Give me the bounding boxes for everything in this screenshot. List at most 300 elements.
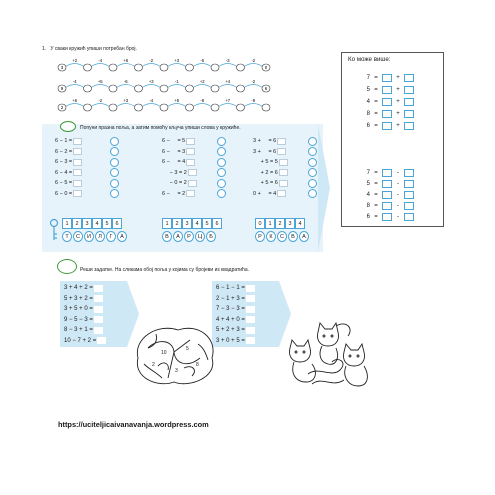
challenge-number: 8: [366, 110, 370, 117]
answer-box[interactable]: [73, 190, 82, 197]
operator-sign: -: [397, 180, 399, 187]
key-number: 3: [182, 218, 192, 229]
equation-row: [55, 168, 119, 179]
key-number: 3: [285, 218, 295, 229]
chain-arc: [193, 104, 213, 108]
answer-box[interactable]: [73, 180, 82, 187]
chain-circle[interactable]: [109, 104, 117, 111]
equation-row: [216, 315, 255, 326]
letter-circle[interactable]: [308, 179, 317, 188]
task3-left-band: [60, 281, 127, 347]
answer-box[interactable]: [94, 285, 103, 292]
answer-box[interactable]: [94, 306, 103, 313]
equation-row: [64, 304, 103, 315]
answer-box[interactable]: [73, 169, 82, 176]
chain-operation: -4: [149, 98, 154, 103]
answer-box[interactable]: [246, 327, 255, 334]
answer-box[interactable]: [246, 337, 255, 344]
key-number: 1: [265, 218, 275, 229]
answer-box[interactable]: [279, 159, 288, 166]
chain-circle[interactable]: [84, 104, 92, 111]
equation-row: [216, 304, 255, 315]
chain-circle[interactable]: [211, 104, 219, 111]
equation-text: 2 − 1 + 3 =: [216, 295, 245, 302]
equation-text: − 3 = 2: [162, 169, 187, 176]
key-number: 6: [112, 218, 122, 229]
challenge-number: 6: [366, 122, 370, 129]
letter-circle[interactable]: [217, 158, 226, 167]
key-icon: [48, 218, 60, 242]
key-letter: В: [162, 231, 172, 242]
operator-sign: +: [396, 122, 400, 129]
equation-row: [55, 189, 119, 200]
key1-numbers: [62, 218, 122, 229]
equation-row: [64, 294, 103, 305]
letter-circle[interactable]: [110, 189, 119, 198]
chain-operation: +2: [199, 79, 205, 84]
chain-operation: -2: [98, 98, 103, 103]
answer-box[interactable]: [279, 169, 288, 176]
chain-operation: +4: [225, 79, 231, 84]
key-number: 3: [82, 218, 92, 229]
chain-circle[interactable]: [262, 104, 270, 111]
chain-circle[interactable]: [84, 64, 92, 71]
key-number: 6: [212, 218, 222, 229]
key-letter: Ц: [195, 231, 205, 242]
key-number: 4: [295, 218, 305, 229]
chain-arc: [244, 85, 264, 89]
key-letter: Г: [106, 231, 116, 242]
key-letter: К: [266, 231, 276, 242]
chain-operation: +5: [97, 79, 103, 84]
operator-sign: +: [396, 98, 400, 105]
chain-arc: [142, 64, 162, 68]
picture-number: 5: [186, 346, 189, 352]
answer-square[interactable]: [404, 86, 414, 94]
equation-text: 6 − 3 =: [55, 159, 73, 166]
chain-circle[interactable]: [109, 64, 117, 71]
chain-value: 3: [60, 65, 64, 71]
letter-circle[interactable]: [217, 189, 226, 198]
answer-square[interactable]: [382, 98, 392, 106]
chain-operation: -1: [174, 79, 179, 84]
challenge-number: 4: [366, 191, 370, 198]
chain-circle[interactable]: [211, 85, 219, 92]
answer-box[interactable]: [73, 159, 82, 166]
chain-circle[interactable]: [237, 64, 245, 71]
letter-circle[interactable]: [217, 137, 226, 146]
challenge-row: [362, 212, 414, 221]
equation-text: 6 − 0 =: [55, 190, 73, 197]
key2-letters: [162, 231, 216, 243]
key-number: 1: [162, 218, 172, 229]
equals-sign: =: [374, 180, 378, 187]
equation-row: [162, 178, 226, 189]
equation-row: [216, 283, 255, 294]
equation-row: [253, 168, 317, 179]
key-letter: И: [84, 231, 94, 242]
task3-marker-circle: [57, 259, 77, 274]
answer-square[interactable]: [382, 180, 392, 188]
answer-box[interactable]: [277, 138, 286, 145]
equation-text: 0 + = 4: [253, 190, 277, 197]
chain-arc: [167, 64, 187, 68]
chain-arc: [65, 64, 85, 68]
answer-box[interactable]: [279, 180, 288, 187]
answer-square[interactable]: [404, 180, 414, 188]
answer-box[interactable]: [246, 316, 255, 323]
chain-arc: [218, 85, 238, 89]
key-number: 2: [275, 218, 285, 229]
key2-numbers: [162, 218, 222, 229]
equation-row: [253, 178, 317, 189]
equation-text: 3 + 4 + 2 =: [64, 285, 93, 292]
coloring-picture-cats[interactable]: [282, 318, 374, 390]
chain-arc: [91, 64, 111, 68]
equation-row: [64, 283, 103, 294]
key-number: 2: [172, 218, 182, 229]
key-letter: С: [277, 231, 287, 242]
answer-box[interactable]: [94, 295, 103, 302]
letter-circle[interactable]: [308, 189, 317, 198]
footer-url[interactable]: https://uciteljicaivanavanja.wordpress.com: [58, 420, 209, 429]
answer-box[interactable]: [188, 180, 197, 187]
chain-arc: [244, 104, 264, 108]
answer-box[interactable]: [246, 306, 255, 313]
chain-arc: [193, 85, 213, 89]
task1-number: 1.: [42, 46, 47, 52]
equation-row: [162, 189, 226, 200]
chain-operation: +6: [72, 98, 78, 103]
chain-circle[interactable]: [84, 85, 92, 92]
number-chain-2[interactable]: [56, 79, 272, 93]
answer-square[interactable]: [404, 110, 414, 118]
equation-text: 6 − 2 =: [55, 148, 73, 155]
letter-circle[interactable]: [217, 168, 226, 177]
key-letter: Р: [255, 231, 265, 242]
equation-text: 6 − 1 =: [55, 138, 73, 145]
number-chain-1-svg[interactable]: [56, 58, 272, 72]
chain-value: 9: [60, 86, 64, 92]
equation-row: [55, 178, 119, 189]
challenge-row: [362, 168, 414, 177]
chain-operation: -3: [225, 58, 230, 63]
equals-sign: =: [374, 98, 378, 105]
operator-sign: -: [397, 169, 399, 176]
equals-sign: =: [374, 213, 378, 220]
answer-square[interactable]: [382, 86, 392, 94]
answer-box[interactable]: [188, 169, 197, 176]
key-number: 4: [192, 218, 202, 229]
picture-number: 10: [161, 350, 167, 356]
chain-operation: +2: [72, 58, 78, 63]
task2-title: Попуни празна поља, а затим помоћу кључа упиши слова у кружиће.: [80, 125, 241, 131]
equation-text: 4 + 4 + 0 =: [216, 316, 245, 323]
answer-box[interactable]: [73, 148, 82, 155]
chain-operation: -2: [251, 58, 256, 63]
number-chain-1[interactable]: [56, 58, 272, 72]
equation-text: 6 − = 3: [162, 148, 186, 155]
equation-row: [55, 136, 119, 147]
task3-right-band: [212, 281, 279, 347]
challenge-row: [362, 121, 414, 130]
challenge-row: [362, 201, 414, 210]
letter-circle[interactable]: [110, 168, 119, 177]
chain-operation: -9: [251, 98, 256, 103]
answer-square[interactable]: [404, 191, 414, 199]
equation-row: [64, 336, 106, 347]
equals-sign: =: [374, 202, 378, 209]
key-letter: А: [173, 231, 183, 242]
challenge-title: Ко може више:: [348, 56, 391, 63]
chain-operation: -8: [200, 98, 205, 103]
letter-circle[interactable]: [217, 179, 226, 188]
answer-square[interactable]: [404, 74, 414, 82]
operator-sign: -: [397, 202, 399, 209]
answer-square[interactable]: [382, 202, 392, 210]
chain-value: 6: [264, 86, 268, 92]
chain-circle[interactable]: [109, 85, 117, 92]
letter-circle[interactable]: [110, 158, 119, 167]
chain-operation: +3: [148, 79, 154, 84]
answer-box[interactable]: [97, 337, 106, 344]
equation-row: [162, 136, 226, 147]
equation-text: 3 + = 6: [253, 138, 277, 145]
number-chain-2-svg[interactable]: [56, 79, 272, 93]
operator-sign: +: [396, 74, 400, 81]
chain-circle[interactable]: [160, 85, 168, 92]
equation-text: 6 − = 2: [162, 190, 186, 197]
challenge-row: [362, 179, 414, 188]
task2-marker-circle: [60, 121, 76, 132]
chain-arc: [91, 85, 111, 89]
chain-operation: +5: [174, 98, 180, 103]
task1-heading: [42, 46, 137, 52]
coloring-picture-shape[interactable]: [128, 318, 220, 388]
chain-arc: [218, 104, 238, 108]
equals-sign: =: [374, 122, 378, 129]
equation-row: [253, 136, 317, 147]
chain-operation: +7: [225, 98, 231, 103]
chain-operation: -6: [123, 79, 128, 84]
answer-box[interactable]: [73, 138, 82, 145]
challenge-row: [362, 85, 414, 94]
equation-text: 9 − 5 − 3 =: [64, 316, 93, 323]
chain-circle[interactable]: [186, 85, 194, 92]
chain-circle[interactable]: [211, 64, 219, 71]
letter-circle[interactable]: [308, 137, 317, 146]
challenge-number: 7: [366, 74, 370, 81]
equation-row: [253, 157, 317, 168]
answer-square[interactable]: [382, 74, 392, 82]
equation-text: 7 − 3 − 3 =: [216, 306, 245, 313]
key-letter: А: [117, 231, 127, 242]
answer-box[interactable]: [246, 295, 255, 302]
challenge-number: 4: [366, 98, 370, 105]
chain-operation: +6: [123, 58, 129, 63]
answer-box[interactable]: [94, 316, 103, 323]
equation-text: + 5 = 5: [253, 159, 278, 166]
answer-box[interactable]: [277, 190, 286, 197]
answer-box[interactable]: [186, 138, 195, 145]
equation-text: + 5 = 6: [253, 180, 278, 187]
chain-circle[interactable]: [135, 64, 143, 71]
equals-sign: =: [374, 110, 378, 117]
equals-sign: =: [374, 169, 378, 176]
chain-arc: [244, 64, 264, 68]
equation-text: 5 + 3 + 2 =: [64, 295, 93, 302]
equation-row: [216, 294, 255, 305]
answer-square[interactable]: [382, 191, 392, 199]
equation-text: 3 + 0 + 5 =: [216, 337, 245, 344]
chain-operation: -5: [200, 58, 205, 63]
chain-circle[interactable]: [237, 104, 245, 111]
equation-text: 3 + 5 + 0 =: [64, 306, 93, 313]
chain-arc: [193, 64, 213, 68]
answer-box[interactable]: [277, 148, 286, 155]
equation-text: 8 − 3 + 1 =: [64, 327, 93, 334]
chain-operation: -4: [98, 58, 103, 63]
chain-circle[interactable]: [135, 85, 143, 92]
letter-circle[interactable]: [110, 137, 119, 146]
challenge-number: 7: [366, 169, 370, 176]
chain-arc: [91, 104, 111, 108]
challenge-row: [362, 73, 414, 82]
key-number: 2: [72, 218, 82, 229]
equation-text: 3 + = 6: [253, 148, 277, 155]
equals-sign: =: [374, 191, 378, 198]
equation-row: [162, 157, 226, 168]
answer-square[interactable]: [382, 169, 392, 177]
chain-operation: +3: [174, 58, 180, 63]
key-number: 5: [202, 218, 212, 229]
operator-sign: +: [396, 110, 400, 117]
chain-circle[interactable]: [160, 64, 168, 71]
operator-sign: +: [396, 86, 400, 93]
key-number: 1: [62, 218, 72, 229]
challenge-row: [362, 109, 414, 118]
letter-circle[interactable]: [308, 168, 317, 177]
key-letter: В: [288, 231, 298, 242]
chain-arc: [167, 85, 187, 89]
chain-arc: [142, 85, 162, 89]
equation-row: [253, 189, 317, 200]
answer-box[interactable]: [186, 190, 195, 197]
chain-arc: [167, 104, 187, 108]
answer-box[interactable]: [186, 148, 195, 155]
key-letter: Т: [62, 231, 72, 242]
chain-value: 2: [60, 105, 64, 111]
answer-square[interactable]: [404, 122, 414, 130]
answer-square[interactable]: [404, 98, 414, 106]
key-letter: С: [73, 231, 83, 242]
challenge-number: 5: [366, 86, 370, 93]
challenge-number: 6: [366, 213, 370, 220]
equals-sign: =: [374, 74, 378, 81]
answer-box[interactable]: [94, 327, 103, 334]
key-letter: Л: [95, 231, 105, 242]
equation-text: 6 − 4 =: [55, 169, 73, 176]
chain-arc: [116, 104, 136, 108]
equation-text: 6 − 1 − 1 =: [216, 285, 245, 292]
challenge-number: 5: [366, 180, 370, 187]
equation-row: [216, 325, 255, 336]
answer-square[interactable]: [404, 169, 414, 177]
key-number: 0: [255, 218, 265, 229]
equation-text: + 2 = 6: [253, 169, 278, 176]
challenge-number: 8: [366, 202, 370, 209]
task2-column-2: [162, 136, 226, 199]
chain-arc: [116, 64, 136, 68]
challenge-row: [362, 97, 414, 106]
chain-arc: [218, 64, 238, 68]
task3-title: Реши задатке. На сликама обој поља у којима су бројеви из квадратића.: [80, 267, 250, 273]
key3-numbers: [255, 218, 305, 229]
answer-square[interactable]: [404, 213, 414, 221]
operator-sign: -: [397, 213, 399, 220]
equation-row: [64, 325, 103, 336]
key3-letters: [255, 231, 309, 243]
letter-circle[interactable]: [308, 158, 317, 167]
key1-letters: [62, 231, 127, 243]
challenge-row: [362, 190, 414, 199]
chain-arc: [65, 104, 85, 108]
equation-row: [162, 147, 226, 158]
answer-box[interactable]: [246, 285, 255, 292]
equation-text: 6 − 5 =: [55, 180, 73, 187]
task2-band-arrow: [318, 124, 330, 252]
chain-circle[interactable]: [135, 104, 143, 111]
equation-text: 5 + 2 + 3 =: [216, 327, 245, 334]
picture-number: 3: [175, 368, 178, 374]
letter-circle[interactable]: [110, 147, 119, 156]
equation-text: − 0 = 2: [162, 180, 187, 187]
challenge-box: [341, 52, 444, 227]
key-letter: Б: [206, 231, 216, 242]
chain-circle[interactable]: [237, 85, 245, 92]
key-letter: А: [299, 231, 309, 242]
answer-box[interactable]: [186, 159, 195, 166]
number-chain-3-svg[interactable]: [56, 98, 272, 112]
chain-circle[interactable]: [160, 104, 168, 111]
equation-row: [64, 315, 103, 326]
key-letter: Р: [184, 231, 194, 242]
answer-square[interactable]: [404, 202, 414, 210]
operator-sign: -: [397, 191, 399, 198]
equation-text: 6 − = 4: [162, 159, 186, 166]
chain-arc: [116, 85, 136, 89]
letter-circle[interactable]: [308, 147, 317, 156]
equation-row: [216, 336, 255, 347]
chain-operation: -2: [149, 58, 154, 63]
answer-square[interactable]: [382, 213, 392, 221]
chain-circle[interactable]: [186, 64, 194, 71]
number-chain-3[interactable]: [56, 98, 272, 112]
key-number: 5: [102, 218, 112, 229]
chain-operation: -2: [251, 79, 256, 84]
chain-arc: [142, 104, 162, 108]
letter-circle[interactable]: [217, 147, 226, 156]
chain-circle[interactable]: [186, 104, 194, 111]
picture-number: 2: [152, 362, 155, 368]
equation-row: [162, 168, 226, 179]
task2-column-1: [55, 136, 119, 199]
equation-text: 10 − 7 + 2 =: [64, 337, 97, 344]
equation-row: [55, 157, 119, 168]
answer-square[interactable]: [382, 110, 392, 118]
answer-square[interactable]: [382, 122, 392, 130]
letter-circle[interactable]: [110, 179, 119, 188]
